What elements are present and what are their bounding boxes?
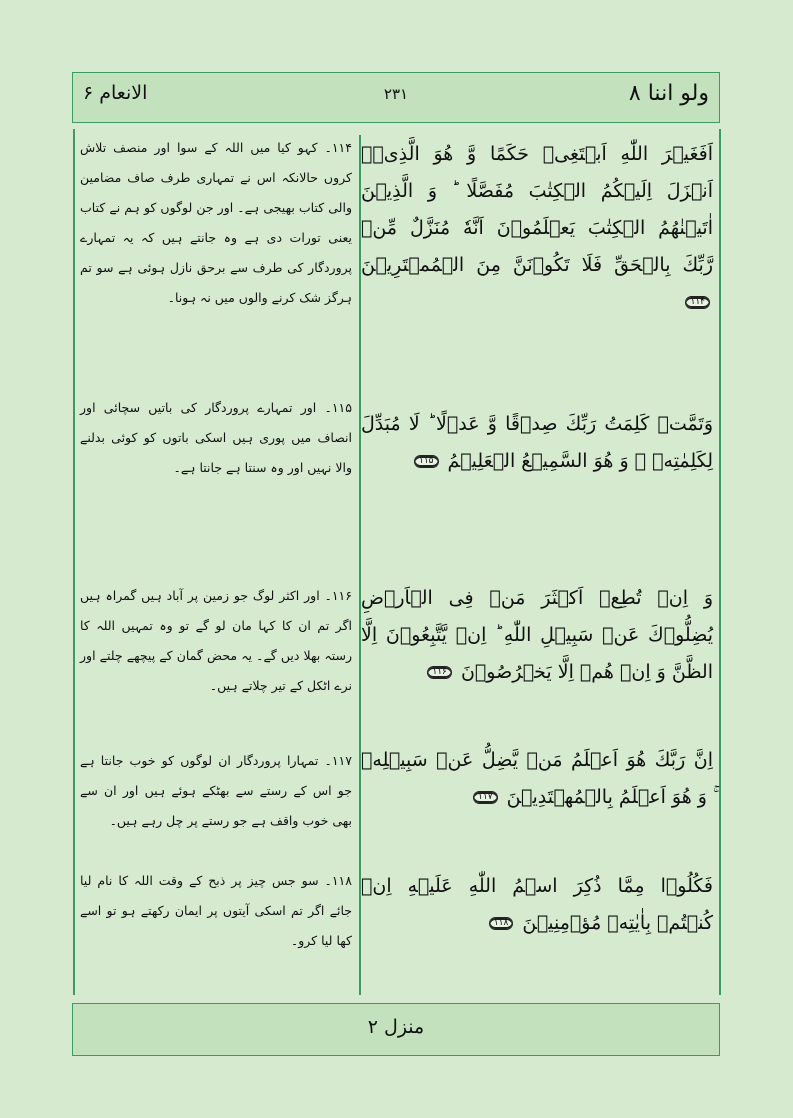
right-border-line <box>719 129 721 995</box>
urdu-translation-116: ۱۱۶۔ اور اکثر لوگ جو زمین پر آباد ہیں گمراہ ہیں اگر تم ان کا کہا مان لو گے تو وہ تمہیں اللہ کا رستہ بھلا دیں گے۔ یہ محض گمان کے پیچھے چلتے اور نرے اٹکل کے تیر چلاتے ہیں۔ <box>80 588 352 693</box>
ayah-end-marker-icon: ۱۱۶ <box>427 666 452 679</box>
surah-title: الانعام ۶ <box>83 82 148 104</box>
arabic-verse-117 <box>361 742 713 816</box>
urdu-translation-114: ۱۱۴۔ کہو کیا میں اللہ کے سوا اور منصف تلاش کروں حالانکہ اس نے تمہاری طرف صاف مضامین والی کتاب بھیجی ہے۔ اور جن لوگوں کو ہم نے کتاب یعنی تورات دی ہے وہ جانتے ہیں کہ یہ تمہارے پروردگار کی طرف سے برحق نازل ہوئی ہے سو تم ہرگز شک کرنے والوں میں نہ ہونا۔ <box>80 140 352 305</box>
arabic-verse-114 <box>361 136 713 321</box>
page-number: ۲۳۱ <box>383 85 409 103</box>
arabic-text: فَكُلُوۡا مِمَّا ذُكِرَ اسۡمُ اللّٰهِ عَلَيۡهِ اِنۡ كُنۡتُمۡ بِاٰيٰتِهٖ مُؤۡمِنِيۡنَ <box>361 875 713 934</box>
arabic-text: اَفَغَيۡرَ اللّٰهِ اَبۡتَغِىۡ حَكَمًا وَّ هُوَ الَّذِىۡۤ اَنۡزَلَ اِلَيۡكُمُ الۡكِتٰبَ مُفَصَّلًا ؕ وَ الَّذِيۡنَ اٰتَيۡنٰهُمُ الۡكِتٰبَ يَعۡلَمُوۡنَ اَنَّهٗ مُنَزَّلٌ مِّنۡ رَّبِّكَ بِالۡحَقِّ فَلَا تَكُوۡنَنَّ مِنَ الۡمُمۡتَرِيۡنَ <box>361 143 713 276</box>
arabic-text: وَتَمَّتۡ كَلِمَتُ رَبِّكَ صِدۡقًا وَّ عَدۡلًا ؕ لَا مُبَدِّلَ لِكَلِمٰتِهٖ ۚ وَ هُوَ السَّمِيۡعُ الۡعَلِيۡمُ <box>361 413 713 472</box>
urdu-translation-117: ۱۱۷۔ تمہارا پروردگار ان لوگوں کو خوب جانتا ہے جو اس کے رستے سے بھٹکے ہوئے ہیں اور ان سے بھی خوب واقف ہے جو رستے پر چل رہے ہیں۔ <box>80 753 352 828</box>
page-header <box>72 72 720 123</box>
manzil-label: منزل ۲ <box>367 1016 425 1038</box>
page-footer <box>72 1003 720 1056</box>
arabic-verse-115 <box>361 406 713 480</box>
urdu-translation-118: ۱۱۸۔ سو جس چیز پر ذبح کے وقت اللہ کا نام لیا جائے اگر تم اسکی آیتوں پر ایمان رکھتے ہو تو اسے کھا لیا کرو۔ <box>80 873 352 948</box>
ayah-end-marker-icon: ۱۱۴ <box>685 296 710 309</box>
ayah-end-marker-icon: ۱۱۷ <box>473 791 498 804</box>
ayah-end-marker-icon: ۱۱۸ <box>489 917 514 930</box>
arabic-verse-118 <box>361 868 713 942</box>
arabic-verse-116 <box>361 580 713 691</box>
para-title: ولو اننا ۸ <box>628 81 709 106</box>
ayah-end-marker-icon: ۱۱۵ <box>414 455 439 468</box>
urdu-translation-115: ۱۱۵۔ اور تمہارے پروردگار کی باتیں سچائی اور انصاف میں پوری ہیں اسکی باتوں کو کوئی بدلنے والا نہیں اور وہ سنتا ہے جانتا ہے۔ <box>80 400 352 475</box>
arabic-text: وَ اِنۡ تُطِعۡ اَكۡثَرَ مَنۡ فِى الۡاَرۡضِ يُضِلُّوۡكَ عَنۡ سَبِيۡلِ اللّٰهِ ؕ اِنۡ يَّتَّبِعُوۡنَ اِلَّا الظَّنَّ وَ اِنۡ هُمۡ اِلَّا يَخۡرُصُوۡنَ <box>361 587 713 683</box>
left-border-line <box>73 129 75 995</box>
arabic-text: اِنَّ رَبَّكَ هُوَ اَعۡلَمُ مَنۡ يَّضِلُّ عَنۡ سَبِيۡلِهٖ ۚ وَ هُوَ اَعۡلَمُ بِالۡمُهۡتَدِيۡنَ <box>361 749 713 808</box>
